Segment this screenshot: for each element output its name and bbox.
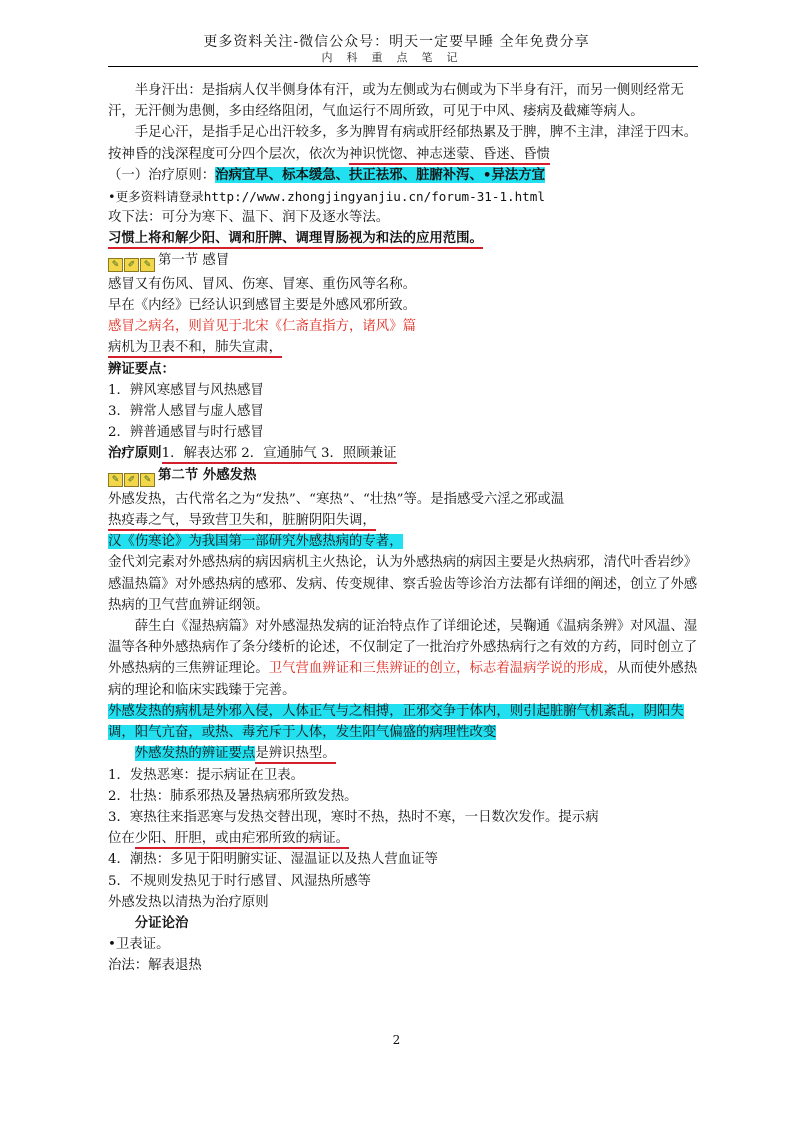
paragraph-half-sweat: 半身汗出：是指病人仅半侧身体有汗，或为左侧或为右侧或为下半身有汗，而另一侧则经常无汗，无汗侧为患侧，多由经络阻闭，气血运行不周所致，可见于中风、痿病及截瘫等病人。 xyxy=(108,83,684,120)
text-span: 3．寒热往来指恶寒与发热交替出现，寒时不热，热时不寒，一日数次发作。提示病 xyxy=(108,809,599,825)
paragraph-fever-definition xyxy=(108,489,700,531)
bold-label: 治疗原则 xyxy=(108,445,162,462)
paragraph-treatment-principles xyxy=(108,165,700,186)
heading-key-points: 辨证要点： xyxy=(108,360,175,377)
section-icons xyxy=(108,253,156,274)
underlined-text: 是辨识热型。 xyxy=(255,746,335,764)
paragraph-cold-names: 感冒又有伤风、冒风、伤寒、冒寒、重伤风等名称。 xyxy=(108,276,416,292)
list-item: 1．发热恶寒：提示病证在卫表。 xyxy=(108,767,304,783)
document-body xyxy=(108,80,700,977)
paragraph-pathogenesis xyxy=(108,337,700,358)
page-number: 2 xyxy=(392,1033,401,1047)
paragraph-method: 治法：解表退热 xyxy=(108,958,202,974)
underlined-text: 神识恍惚、神志迷蒙、昏迷、昏愦 xyxy=(349,147,550,165)
paragraph-palm-sweat: 手足心汗，是指手足心出汗较多，多为脾胃有病或肝经郁热累及于脾，脾不主津，津淫于四末。 xyxy=(134,125,698,141)
pencil-icon: ✎ xyxy=(108,258,123,272)
paragraph-differentiation-key xyxy=(108,743,700,764)
section-icons xyxy=(108,468,156,489)
paragraph-fever-pathogenesis xyxy=(108,701,700,743)
underlined-text: 病机为卫表不和，肺失宣肃， xyxy=(108,340,282,358)
text-span: 位在 xyxy=(108,831,135,847)
paragraph-xue-shengbai xyxy=(108,616,700,701)
text-span: 薛生白《湿热病篇》对外感湿热发病的证治特点作了详细论述，吴鞠通《温病条辨》对风温、湿温等各种外感热病作了条分缕析的论述，不仅制定了一批治疗外感热病行之有效的方药，同时创立了外感热病的三焦辨证理论。 xyxy=(108,619,698,677)
highlighted-text: 治病宜早、标本缓急、扶正祛邪、脏腑补泻、•异法方宜 xyxy=(215,166,546,183)
text-span: 按神昏的浅深程度可分四个层次，依次为 xyxy=(108,146,350,162)
pencil-icon: ✎ xyxy=(108,473,123,487)
header-promo-line: 更多资料关注-微信公众号：明天一定要早睡 全年免费分享 xyxy=(203,34,590,50)
list-item: 2．壮热：肺系邪热及暑热病邪所致发热。 xyxy=(108,788,358,804)
header-rule xyxy=(108,66,698,67)
paragraph-more-info-link: •更多资料请登录http://www.zhongjingyanjiu.cn/forum-31-1.html xyxy=(108,189,545,205)
highlighted-text: 汉《伤寒论》为我国第一部研究外感热病的专著， xyxy=(108,534,403,550)
section-title: 第一节 感冒 xyxy=(158,252,230,268)
list-item: 2．辨普通感冒与时行感冒 xyxy=(108,425,264,441)
paragraph-clear-heat: 外感发热以清热为治疗原则 xyxy=(108,894,269,910)
section-heading-2 xyxy=(108,465,700,489)
underlined-text: 热疫毒之气，导致营卫失和，脏腑阴阳失调， xyxy=(108,513,376,531)
page-header xyxy=(0,34,793,65)
section-heading-1 xyxy=(108,250,700,274)
underlined-text: 1．解表达邪 2．宣通肺气 3．照顾兼证 xyxy=(162,446,397,464)
paragraph-liu-wansu: 金代刘完素对外感热病的病因病机主火热论，认为外感热病的病因主要是火热病邪，清代叶香岩纱》感温热篇》对外感热病的感邪、发病、传变规律、察舌验齿等诊治方法都有详细的阐述，创立了外感热病的卫气营血辨证纲领。 xyxy=(108,555,698,613)
paragraph-name-origin: 感冒之病名，则首见于北宋《仁斋直指方，诸风》篇 xyxy=(108,319,416,335)
pencil-icon: ✎ xyxy=(140,258,155,272)
section-title: 第二节 外感发热 xyxy=(158,466,257,483)
paragraph-harmonizing xyxy=(108,228,700,249)
list-item: 3．辨常人感冒与虚人感冒 xyxy=(108,404,264,420)
pencil-icon: ✎ xyxy=(140,473,155,487)
highlighted-text: 外感发热的辨证要点 xyxy=(134,746,256,762)
paragraph-wei-pattern: •卫表证。 xyxy=(108,937,170,953)
pencil-icon: ✐ xyxy=(124,473,139,487)
paragraph-shanghanlun xyxy=(108,531,700,552)
heading-pattern-treatment: 分证论治 xyxy=(134,914,189,931)
underlined-text: 少阳、肝胆，或由疟邪所致的病证。 xyxy=(135,831,349,849)
pencil-icon: ✐ xyxy=(124,258,139,272)
paragraph-neijing: 早在《内经》已经认识到感冒主要是外感风邪所致。 xyxy=(108,298,416,314)
paragraph-treatment xyxy=(108,443,700,464)
text-span: （一）治疗原则： xyxy=(108,167,216,183)
paragraph-coma-levels xyxy=(108,144,700,165)
header-subtitle: 内科重点笔记 xyxy=(321,51,472,64)
bold-underlined-text: 习惯上将和解少阳、调和肝脾、调理胃肠视为和法的应用范围。 xyxy=(108,230,483,249)
list-item: 5．不规则发热见于时行感冒、风湿热所感等 xyxy=(108,873,371,889)
highlighted-text: 外感发热的病机是外邪入侵，人体正气与之相搏，正邪交争于体内，则引起脏腑气机紊乱，阴阳失调，阳气亢奋，或热、毒充斥于人体，发生阳气偏盛的病理性改变 xyxy=(108,703,684,741)
text-span: 外感发热，古代常名之为“发热”、“寒热”、“壮热”等。是指感受六淫之邪或温 xyxy=(108,491,565,507)
red-text: 卫气营血辨证和三焦辨证的创立，标志着温病学说的形成， xyxy=(268,661,617,677)
list-item: 4．潮热：多见于阳明腑实证、湿温证以及热人营血证等 xyxy=(108,852,438,868)
list-item xyxy=(108,807,700,849)
text-span: 从而使外感热病的理论和临床实践臻于完善。 xyxy=(108,661,698,698)
paragraph-purgation: 攻下法：可分为寒下、温下、润下及逐水等法。 xyxy=(108,210,390,226)
list-item: 1．辨风寒感冒与风热感冒 xyxy=(108,382,264,398)
